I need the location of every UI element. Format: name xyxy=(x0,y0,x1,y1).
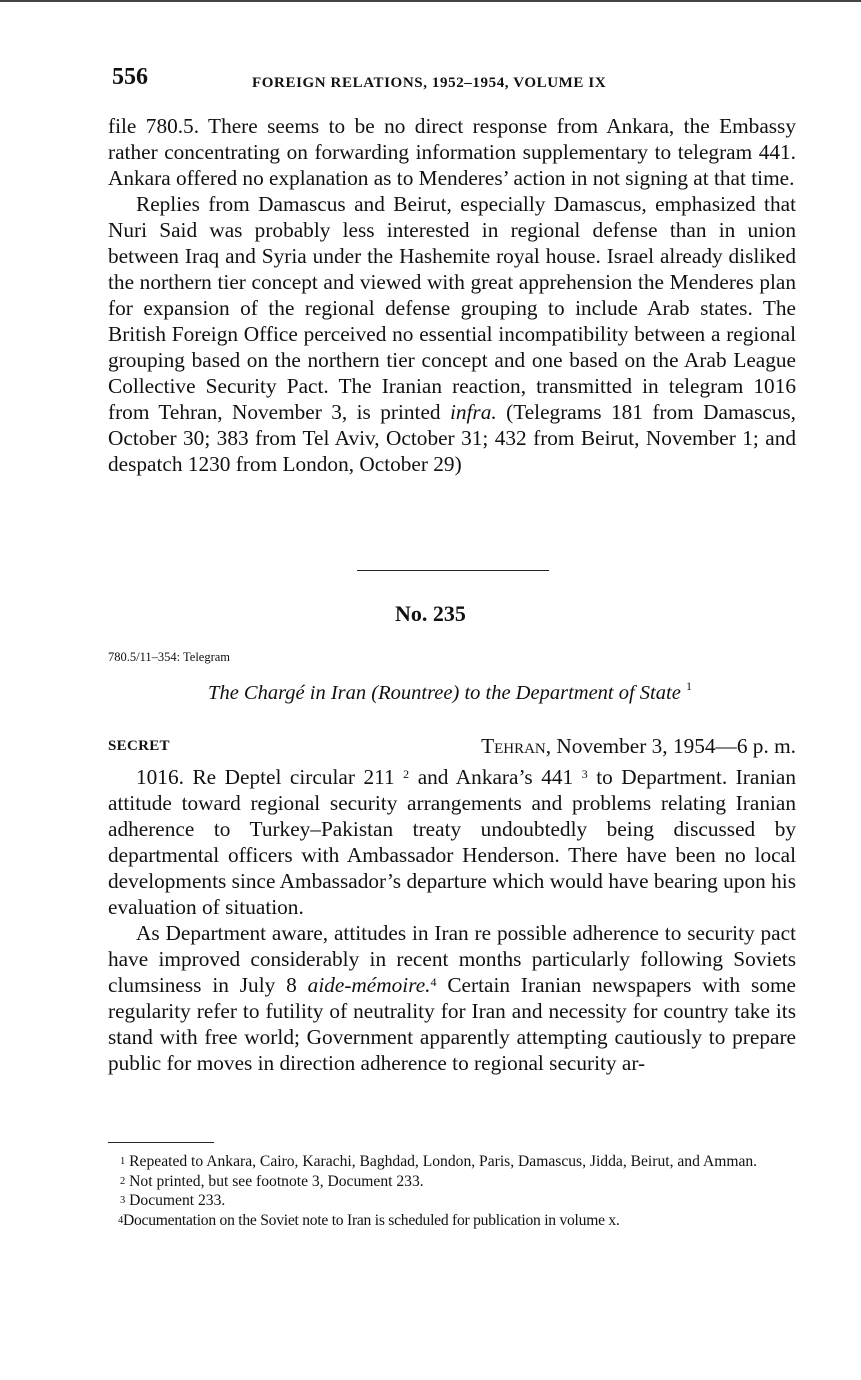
footnote-3: $^3$ Document 233. xyxy=(120,1192,226,1209)
footnote-divider xyxy=(108,1142,214,1143)
file-reference: 780.5/11–354: Telegram xyxy=(108,650,231,664)
dateline xyxy=(108,734,796,760)
footnote-ref-2: 2 xyxy=(403,767,410,781)
infra-reference: infra. xyxy=(449,400,497,424)
document-title: The Chargé in Iran (Rountree) to the Department of State $^1$ xyxy=(208,679,692,704)
page-number: 556 xyxy=(112,64,148,90)
place-and-date xyxy=(481,734,796,759)
classification-label: SECRET xyxy=(108,738,170,754)
aide-memoire-term: aide-mémoire. xyxy=(307,973,431,997)
footnotes xyxy=(108,1152,796,1230)
place-name: Tehran xyxy=(481,734,546,758)
footnote-ref-1: 1 xyxy=(685,679,692,693)
footnote-ref-3: 3 xyxy=(581,767,588,781)
date-text: , November 3, 1954—6 p. m. xyxy=(545,734,796,758)
section-divider xyxy=(357,570,549,571)
footnote-1: $^1$ Repeated to Ankara, Cairo, Karachi, Baghdad, London, Paris, Damascus, Jidda, Beirut, and Amman. xyxy=(120,1153,758,1170)
telegram-paragraph-2: As Department aware, attitudes in Iran re possible adherence to security pact have improved considerably in recent months particularly following Soviets clumsiness in July 8 aide-mémoire.$^4$ Certain Iranian newspapers with some regularity refer to futility of neutrality for Iran and necessity for country take its stand with free world; Government apparently attempting cautiously to prepare public for moves in direction adherence to regional security ar- xyxy=(108,921,796,1075)
intro-section xyxy=(108,113,796,477)
intro-paragraph-continued: file 780.5. There seems to be no direct response from Ankara, the Embassy rather concentrating on forwarding information supplementary to telegram 441. Ankara offered no explanation as to Menderes’ action in not signing at that time. xyxy=(108,114,796,190)
document-number: No. 235 xyxy=(395,601,466,626)
telegram-body xyxy=(108,764,796,1076)
running-title: FOREIGN RELATIONS, 1952–1954, VOLUME IX xyxy=(252,75,607,91)
page-edge-line xyxy=(0,0,861,2)
footnote-2: $^2$ Not printed, but see footnote 3, Document 233. xyxy=(120,1172,424,1190)
telegram-paragraph-1: 1016. Re Deptel circular 211 $^2$ and Ankara’s 441 $^3$ to Department. Iranian attitude toward regional security arrangements and problems relating Iranian adherence to Turkey–Pakistan treaty undoubtedly being discussed by departmental officers with Ambassador Henderson. There have been no local developments since Ambassador’s departure which would have bearing upon his evaluation of situation. xyxy=(108,765,796,919)
intro-paragraph-replies: Replies from Damascus and Beirut, especially Damascus, emphasized that Nuri Said was probably less interested in regional defense than in union between Iraq and Syria under the Hashemite royal house. Israel already disliked the northern tier concept and viewed with great apprehension the Menderes plan for expansion of the regional defense grouping to include Arab states. The British Foreign Office perceived no essential incompatibility between a regional grouping based on the northern tier concept and one based on the Arab League Collective Security Pact. The Iranian reaction, transmitted in telegram 1016 from Tehran, November 3, is printed infra. (Telegrams 181 from Damascus, October 30; 383 from Tel Aviv, October 31; 432 from Beirut, November 1; and despatch 1230 from London, October 29) xyxy=(108,192,796,476)
page-header xyxy=(112,64,802,98)
footnote-4: $^4$Documentation on the Soviet note to Iran is scheduled for publication in volume x. xyxy=(118,1211,620,1229)
footnote-ref-4: 4 xyxy=(430,975,437,989)
